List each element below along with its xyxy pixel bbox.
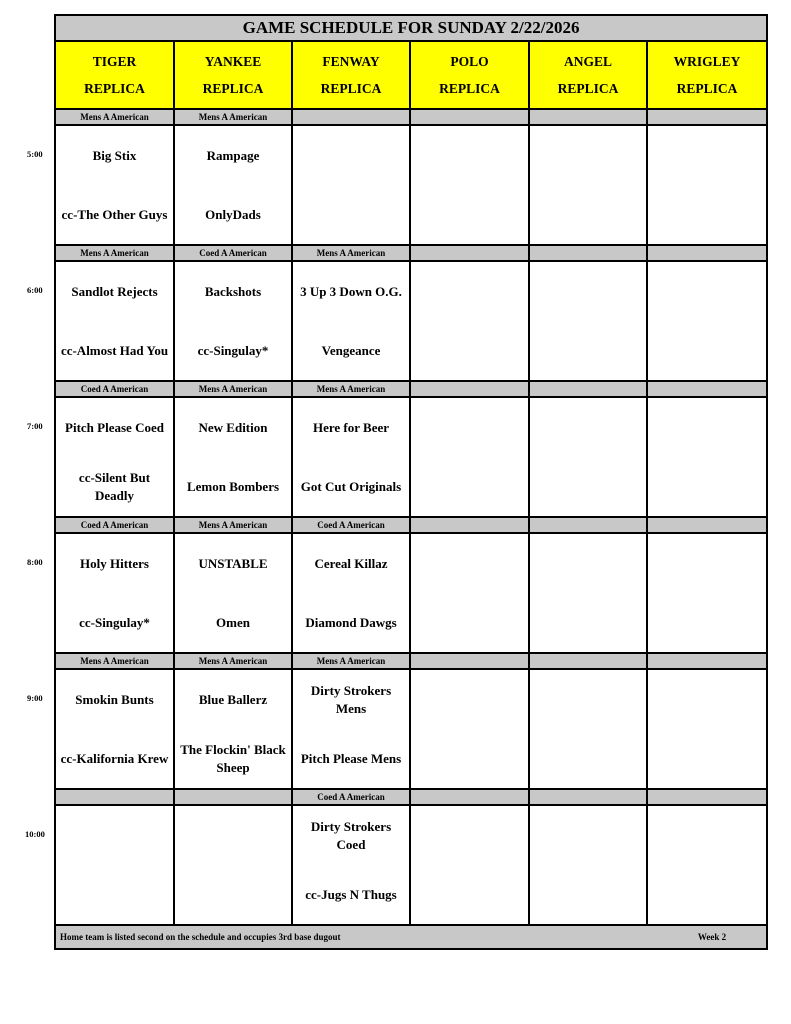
away-team: Smokin Bunts (75, 691, 154, 707)
away-team: 3 Up 3 Down O.G. (300, 283, 402, 299)
field-header-row (55, 41, 767, 109)
game-cell (292, 805, 410, 925)
away-team (530, 534, 646, 593)
home-team (411, 321, 528, 380)
game-cell (410, 397, 529, 517)
away-team: Sandlot Rejects (71, 283, 158, 299)
game-cell (174, 125, 292, 245)
schedule-table (54, 14, 768, 950)
away-team (411, 262, 528, 321)
home-team: Omen (216, 614, 250, 630)
away-team: Dirty Strokers Mens (310, 682, 392, 716)
field-subtitle: REPLICA (439, 81, 500, 96)
division-label (410, 653, 529, 669)
home-team (411, 593, 528, 652)
away-team: Blue Ballerz (198, 691, 268, 707)
division-row (55, 653, 767, 669)
away-team (530, 398, 646, 457)
home-team (648, 321, 766, 380)
game-cell (647, 125, 767, 245)
away-team: Backshots (204, 283, 262, 299)
game-cell (292, 533, 410, 653)
division-label: Mens A American (55, 109, 174, 125)
game-cell (55, 533, 174, 653)
home-team (530, 457, 646, 516)
game-cell (55, 261, 174, 381)
game-cell (174, 533, 292, 653)
division-label: Coed A American (292, 789, 410, 805)
time-label: 10:00 (25, 829, 45, 839)
home-team (411, 457, 528, 516)
field-name: POLO (450, 54, 489, 69)
away-team (648, 670, 766, 729)
away-team (411, 806, 528, 865)
away-team (648, 806, 766, 865)
schedule-title: GAME SCHEDULE FOR SUNDAY 2/22/2026 (55, 15, 767, 41)
time-label: 7:00 (27, 421, 43, 431)
game-cell (410, 125, 529, 245)
field-subtitle: REPLICA (320, 81, 382, 96)
home-team (648, 593, 766, 652)
division-label: Coed A American (292, 517, 410, 533)
away-team (411, 534, 528, 593)
home-team: Vengeance (321, 342, 381, 358)
home-team: cc-Jugs N Thugs (305, 886, 397, 902)
division-label (174, 789, 292, 805)
field-header-tiger (55, 41, 174, 109)
away-team: Rampage (206, 147, 260, 163)
division-label (647, 789, 767, 805)
away-team (648, 534, 766, 593)
division-label: Mens A American (292, 653, 410, 669)
division-label: Mens A American (174, 381, 292, 397)
game-row (55, 533, 767, 653)
home-team: cc-Silent But Deadly (78, 469, 151, 503)
field-name: YANKEE (204, 54, 262, 69)
time-label: 5:00 (27, 149, 43, 159)
game-cell (55, 669, 174, 789)
division-label (647, 517, 767, 533)
week-label: Week 2 (697, 932, 727, 942)
away-team (530, 806, 646, 865)
away-team: Dirty Strokers Coed (310, 818, 392, 852)
field-header-wrigley (647, 41, 767, 109)
home-team: Got Cut Originals (300, 478, 402, 494)
game-cell (529, 805, 647, 925)
away-team (648, 262, 766, 321)
home-team: cc-The Other Guys (61, 206, 168, 222)
away-team: Big Stix (92, 147, 137, 163)
home-team (411, 185, 528, 244)
game-cell (410, 261, 529, 381)
division-label: Mens A American (55, 245, 174, 261)
field-name: WRIGLEY (673, 54, 741, 69)
footer-row (55, 925, 767, 949)
home-team: Pitch Please Mens (300, 750, 402, 766)
field-header-fenway (292, 41, 410, 109)
away-team (530, 126, 646, 185)
division-label: Coed A American (55, 381, 174, 397)
game-row (55, 669, 767, 789)
division-label (647, 245, 767, 261)
division-row (55, 109, 767, 125)
field-subtitle: REPLICA (84, 81, 145, 96)
game-cell (55, 397, 174, 517)
division-label: Mens A American (174, 653, 292, 669)
game-cell (55, 125, 174, 245)
away-team (530, 670, 646, 729)
home-team: cc-Kalifornia Krew (60, 750, 169, 766)
game-cell (529, 397, 647, 517)
division-label (529, 789, 647, 805)
field-subtitle: REPLICA (557, 81, 619, 96)
away-team: Cereal Killaz (314, 555, 388, 571)
time-label: 6:00 (27, 285, 43, 295)
away-team (648, 126, 766, 185)
game-cell (529, 533, 647, 653)
division-label: Mens A American (174, 109, 292, 125)
division-row (55, 245, 767, 261)
footer-note: Home team is listed second on the schedule and occupies 3rd base dugout (60, 932, 341, 942)
home-team (56, 865, 173, 924)
division-label (410, 789, 529, 805)
division-label (529, 245, 647, 261)
game-row (55, 805, 767, 925)
home-team (530, 593, 646, 652)
game-cell (647, 805, 767, 925)
game-cell (647, 533, 767, 653)
game-cell (174, 261, 292, 381)
away-team: Holy Hitters (80, 555, 149, 571)
game-cell (292, 125, 410, 245)
home-team (530, 865, 646, 924)
division-label: Coed A American (55, 517, 174, 533)
home-team (411, 865, 528, 924)
division-label: Mens A American (292, 245, 410, 261)
game-cell (410, 669, 529, 789)
home-team (530, 321, 646, 380)
game-cell (410, 805, 529, 925)
away-team (56, 806, 173, 865)
game-cell (292, 669, 410, 789)
division-label (292, 109, 410, 125)
field-name: FENWAY (322, 54, 380, 69)
division-label: Mens A American (55, 653, 174, 669)
home-team: Diamond Dawgs (305, 614, 397, 630)
home-team (293, 185, 409, 244)
away-team (293, 126, 409, 185)
home-team: The Flockin' Black Sheep (180, 741, 286, 775)
away-team (411, 126, 528, 185)
game-cell (174, 805, 292, 925)
field-header-angel (529, 41, 647, 109)
game-row (55, 125, 767, 245)
away-team (175, 806, 291, 865)
away-team (411, 398, 528, 457)
game-cell (647, 669, 767, 789)
division-label (410, 109, 529, 125)
away-team (411, 670, 528, 729)
field-subtitle: REPLICA (202, 81, 264, 96)
field-subtitle: REPLICA (676, 81, 738, 96)
game-cell (529, 669, 647, 789)
home-team (530, 729, 646, 788)
away-team (648, 398, 766, 457)
home-team: cc-Almost Had You (60, 342, 169, 358)
field-header-polo (410, 41, 529, 109)
home-team (648, 729, 766, 788)
division-label (410, 517, 529, 533)
game-cell (647, 397, 767, 517)
division-label (647, 653, 767, 669)
game-cell (529, 125, 647, 245)
time-label: 8:00 (27, 557, 43, 567)
away-team: New Edition (198, 419, 268, 435)
game-row (55, 261, 767, 381)
home-team: Lemon Bombers (186, 478, 280, 494)
division-row (55, 789, 767, 805)
away-team (530, 262, 646, 321)
division-row (55, 381, 767, 397)
division-row (55, 517, 767, 533)
away-team: UNSTABLE (198, 555, 268, 571)
division-label (529, 517, 647, 533)
division-label (410, 381, 529, 397)
game-row (55, 397, 767, 517)
division-label (647, 381, 767, 397)
game-cell (647, 261, 767, 381)
game-cell (174, 397, 292, 517)
home-team (648, 185, 766, 244)
away-team: Pitch Please Coed (65, 419, 164, 435)
game-cell (410, 533, 529, 653)
away-team: Here for Beer (312, 419, 390, 435)
footer-cell (55, 925, 767, 949)
division-label: Mens A American (174, 517, 292, 533)
home-team (648, 457, 766, 516)
game-cell (55, 805, 174, 925)
home-team: OnlyDads (205, 206, 261, 222)
home-team (175, 865, 291, 924)
division-label: Coed A American (174, 245, 292, 261)
field-header-yankee (174, 41, 292, 109)
division-label (55, 789, 174, 805)
game-cell (292, 261, 410, 381)
field-name: TIGER (92, 54, 137, 69)
game-cell (174, 669, 292, 789)
game-cell (292, 397, 410, 517)
game-cell (529, 261, 647, 381)
division-label: Mens A American (292, 381, 410, 397)
home-team (411, 729, 528, 788)
field-name: ANGEL (563, 54, 612, 69)
home-team (648, 865, 766, 924)
time-label: 9:00 (27, 693, 43, 703)
home-team: cc-Singulay* (197, 342, 269, 358)
division-label (529, 653, 647, 669)
home-team: cc-Singulay* (79, 614, 150, 630)
division-label (647, 109, 767, 125)
division-label (529, 381, 647, 397)
division-label (410, 245, 529, 261)
division-label (529, 109, 647, 125)
home-team (530, 185, 646, 244)
